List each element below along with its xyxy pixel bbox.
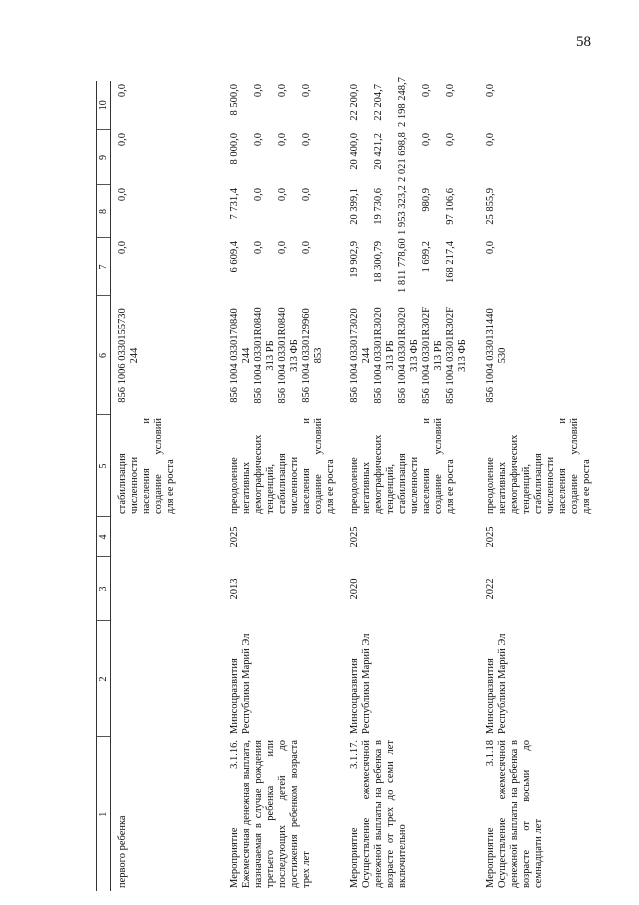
- amount-value: 980,9: [420, 188, 432, 212]
- budget-code: 856 1006 0330155730: [117, 308, 128, 403]
- measure-name: Мероприятие 3.1.17. Осуществление ежемесячной денежной выплаты на ребенка в возрасте от трех до семи лет включительно: [348, 740, 408, 888]
- amount-col-7: [223, 238, 343, 296]
- amount-value: 7 731,4: [228, 188, 240, 220]
- amount-col-8: [343, 185, 479, 238]
- budget-code-suffix: 244: [240, 347, 252, 364]
- amount-value: 0,0: [484, 241, 496, 255]
- amount-col-9: [343, 130, 479, 185]
- amount-value: 0,0: [420, 84, 432, 98]
- budget-code-list: [343, 296, 479, 415]
- amount-value: 0,0: [420, 133, 432, 147]
- amount-value: 168 217,4: [444, 241, 456, 283]
- amount-col-10: [111, 81, 223, 130]
- budget-code: 856 1004 03301R3020: [372, 307, 384, 404]
- amount-value: 22 200,0: [348, 84, 360, 121]
- start-year: 2013: [228, 578, 240, 600]
- expected-result: стабилизация численности населения и создание условий для ее роста: [117, 418, 176, 514]
- amount-value: 0,0: [300, 241, 312, 255]
- budget-code-suffix: 313 РБ: [264, 340, 276, 371]
- budget-code: 856 1004 03301R3020: [396, 307, 408, 404]
- amount-value: 20 399,1: [348, 188, 360, 225]
- budget-code-suffix: 244: [129, 347, 140, 364]
- expected-result: преодоление негативных демографических тенденций, стабилизация численности населения и создание условий для ее роста: [348, 418, 456, 514]
- page-number: 58: [576, 34, 591, 50]
- amount-value: 19 730,6: [372, 188, 384, 225]
- budget-code: 856 1004 03301R302F: [420, 307, 432, 404]
- amount-value: 1 953 323,2: [396, 185, 408, 235]
- amount-col-9: [111, 130, 223, 185]
- budget-code-suffix: 313 ФБ: [408, 339, 420, 372]
- expected-result: преодоление негативных демографических тенденций, стабилизация численности населения и создание условий для ее роста: [484, 418, 592, 514]
- budget-code-suffix: 530: [496, 347, 508, 364]
- col-header-8: 8: [97, 185, 111, 238]
- budget-code-list: [223, 296, 343, 415]
- budget-code-suffix: 244: [360, 347, 372, 364]
- budget-code-suffix: 313 ФБ: [456, 339, 468, 372]
- executor: Минсоцразвития Республики Марий Эл: [228, 633, 252, 734]
- col-header-5: 5: [97, 415, 111, 517]
- start-year: 2020: [348, 578, 360, 600]
- col-header-9: 9: [97, 130, 111, 185]
- amount-col-7: [479, 238, 599, 296]
- amount-value: 0,0: [484, 84, 496, 98]
- amount-value: 6 609,4: [228, 241, 240, 273]
- amount-col-9: [223, 130, 343, 185]
- amount-col-10: [479, 81, 599, 130]
- amount-col-10: [343, 77, 479, 130]
- column-number-row: [97, 81, 111, 891]
- table-row: [223, 81, 343, 891]
- col-header-4: 4: [97, 517, 111, 557]
- budget-code-suffix: 853: [312, 347, 324, 364]
- amount-value: 0,0: [117, 241, 128, 255]
- amount-value: 0,0: [300, 84, 312, 98]
- end-year: 2025: [348, 526, 360, 548]
- amount-value: 0,0: [252, 188, 264, 202]
- budget-code: 856 1004 03301R0840: [252, 307, 264, 404]
- col-header-6: 6: [97, 296, 111, 415]
- amount-value: 20 421,2: [372, 133, 384, 170]
- col-header-2: 2: [97, 621, 111, 737]
- table-row: [343, 81, 479, 891]
- budget-code-list: [479, 296, 599, 415]
- budget-code-suffix: 313 ФБ: [288, 339, 300, 372]
- amount-col-8: [223, 185, 343, 238]
- start-year: [111, 557, 223, 621]
- budget-code-suffix: 313 РБ: [384, 340, 396, 371]
- budget-code: 856 1004 0330131440: [484, 308, 496, 403]
- amount-value: 1 699,2: [420, 241, 432, 273]
- amount-value: 0,0: [252, 241, 264, 255]
- executor: [111, 621, 223, 737]
- amount-value: 8 500,0: [228, 84, 240, 116]
- amount-value: 0,0: [252, 133, 264, 147]
- amount-value: 25 855,9: [484, 188, 496, 225]
- start-year: 2022: [484, 578, 496, 600]
- amount-value: 0,0: [252, 84, 264, 98]
- amount-col-8: [479, 185, 599, 238]
- end-year: 2025: [484, 526, 496, 548]
- amount-value: 0,0: [276, 84, 288, 98]
- amount-value: 0,0: [276, 133, 288, 147]
- col-header-3: 3: [97, 557, 111, 621]
- budget-code: 856 1004 0330170840: [228, 308, 240, 403]
- program-measures-table: [96, 77, 599, 891]
- amount-value: 2 198 248,7: [396, 77, 408, 127]
- measure-name: Мероприятие 3.1.16. Ежемесячная денежная выплата, назначаемая в случае рождения третьего ребенка или последующих детей до достижения ребенком возраста трех лет: [228, 740, 312, 888]
- measure-name: первого ребенка: [117, 815, 128, 888]
- amount-value: 0,0: [444, 84, 456, 98]
- executor: Минсоцразвития Республики Марий Эл: [348, 633, 372, 734]
- amount-value: 0,0: [117, 133, 128, 147]
- budget-code: 856 1004 0330173020: [348, 308, 360, 403]
- col-header-10: 10: [97, 81, 111, 130]
- amount-value: 0,0: [117, 188, 128, 202]
- amount-value: 19 902,9: [348, 241, 360, 278]
- executor: Минсоцразвития Республики Марий Эл: [484, 633, 508, 734]
- amount-value: 20 400,0: [348, 133, 360, 170]
- budget-code: 856 1004 03301R0840: [276, 307, 288, 404]
- table-row: [479, 81, 599, 891]
- amount-col-10: [223, 81, 343, 130]
- col-header-7: 7: [97, 238, 111, 296]
- amount-value: 0,0: [117, 84, 128, 98]
- budget-code: 856 1004 03301R302F: [444, 307, 456, 404]
- amount-value: 0,0: [276, 241, 288, 255]
- amount-value: 18 300,79: [372, 241, 384, 283]
- end-year: [111, 517, 223, 557]
- budget-code-list: [111, 296, 223, 415]
- col-header-1: 1: [97, 737, 111, 891]
- amount-value: 0,0: [444, 133, 456, 147]
- end-year: 2025: [228, 526, 240, 548]
- amount-value: 8 000,0: [228, 133, 240, 165]
- amount-value: 0,0: [484, 133, 496, 147]
- budget-code-suffix: 313 РБ: [432, 340, 444, 371]
- budget-code: 856 1004 0330129960: [300, 308, 312, 403]
- rotated-table-container: [96, 77, 616, 891]
- table-row: [111, 81, 223, 891]
- amount-value: 1 811 778,60: [396, 238, 408, 293]
- measure-name: Мероприятие 3.1.18 Осуществление ежемесячной денежной выплаты на ребенка в возрасте от восьми до семнадцати лет: [484, 740, 544, 888]
- amount-col-7: [111, 238, 223, 296]
- amount-value: 22 204,7: [372, 84, 384, 121]
- expected-result: преодоление негативных демографических тенденций, стабилизация численности населения и создание условий для ее роста: [228, 418, 336, 514]
- amount-col-8: [111, 185, 223, 238]
- amount-col-9: [479, 130, 599, 185]
- amount-col-7: [343, 238, 479, 296]
- amount-value: 97 106,6: [444, 188, 456, 225]
- amount-value: 0,0: [300, 188, 312, 202]
- amount-value: 0,0: [300, 133, 312, 147]
- amount-value: 0,0: [276, 188, 288, 202]
- amount-value: 2 021 698,8: [396, 132, 408, 182]
